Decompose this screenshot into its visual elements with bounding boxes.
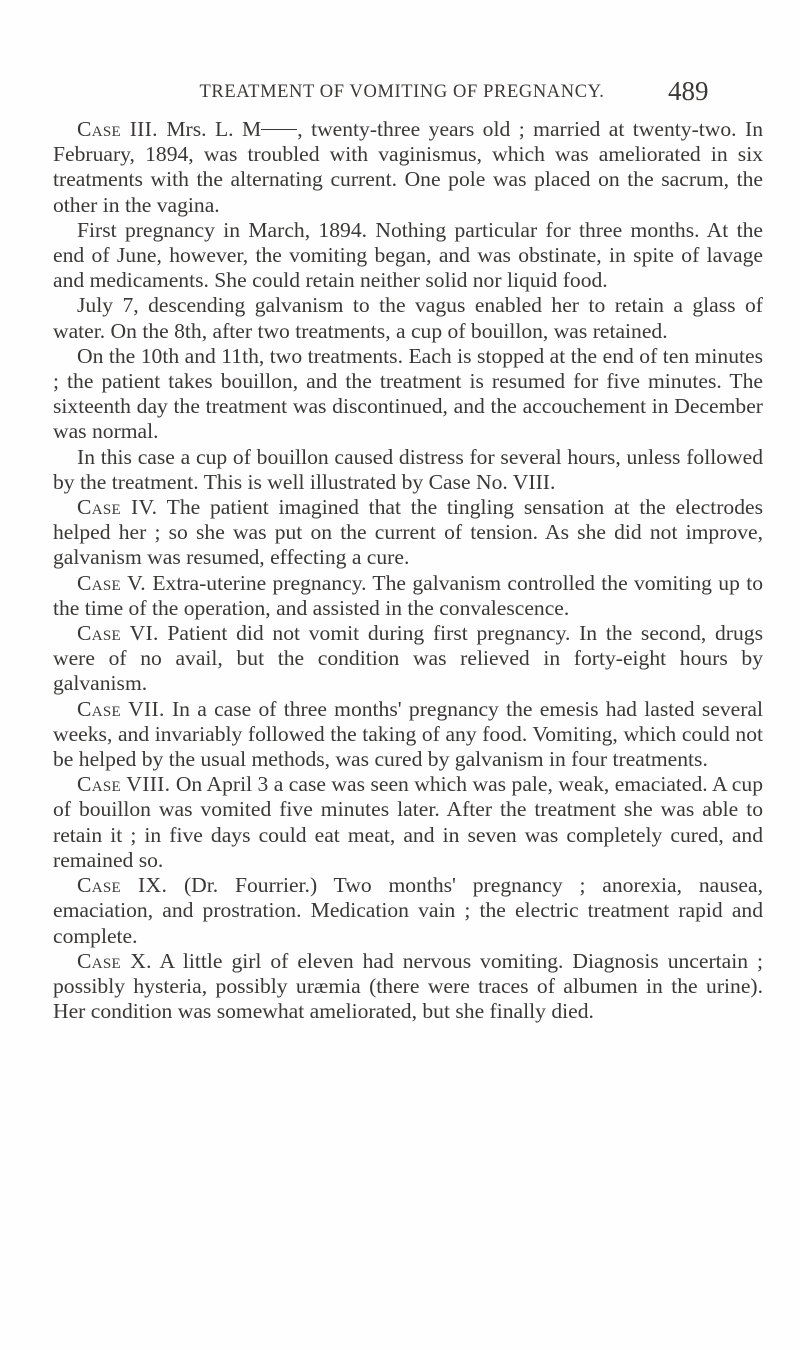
paragraph-case-4 [53,495,763,571]
paragraph-text: In this case a cup of bouillon caused distress for several hours, unless followed by the treatment. This is well illustrated by Case No. VIII. [53,444,763,494]
paragraph [53,218,763,294]
paragraph [53,445,763,495]
paragraph-case-10 [53,949,763,1025]
name-dash [261,129,297,130]
paragraph-text: Mrs. L. M [157,117,262,141]
paragraph-text: July 7, descending galvanism to the vagus enabled her to retain a glass of water. On the 8th, after two treatments, a cup of bouillon, was retained. [53,293,763,343]
paragraph-text: In a case of three months' pregnancy the emesis had lasted several weeks, and invariably followed the taking of any food. Vomiting, which could not be helped by the usual methods, was cured by galvanism in four treatments. [53,696,764,772]
paragraph-text: (Dr. Fourrier.) Two months' pregnancy ; anorexia, nausea, emaciation, and prostration. Medication vain ; the electric treatment rapid and complete. [53,873,764,948]
paragraph-text: On the 10th and 11th, two treatments. Each is stopped at the end of ten minutes ; the patient takes bouillon, and the treatment is resumed for five minutes. The sixteenth day the treatment was discontinued, and the accouchement in December was normal. [53,343,763,444]
paragraph-case-9 [53,873,763,949]
paragraph-text: The patient imagined that the tingling sensation at the electrodes helped her ; so she was put on the current of tension. As she did not improve, galvanism was resumed, effecting a cure. [53,495,763,570]
case-label: Case III. [77,117,158,141]
case-label: Case VIII. [77,772,171,797]
paragraph-text: Extra-uterine pregnancy. The galvanism controlled the vomiting up to the time of the operation, and assisted in the convalescence. [53,570,764,620]
case-label: Case X. [77,948,152,973]
paragraph-case-5 [53,571,763,621]
paragraph-text: Patient did not vomit during first pregnancy. In the second, drugs were of no avail, but the condition was relieved in forty-eight hours by galvanism. [53,621,763,696]
paragraph-case-3 [53,117,763,218]
paragraph-case-7 [53,697,763,773]
case-label: Case V. [77,570,146,595]
paragraph-case-8 [53,772,763,873]
paragraph-text: First pregnancy in March, 1894. Nothing particular for three months. At the end of June, however, the vomiting began, and was obstinate, in spite of lavage and medicaments. She could retain neither solid nor liquid food. [53,217,763,293]
paragraph [53,344,763,445]
paragraph [53,293,763,343]
body-text [53,117,763,1024]
paragraph-case-6 [53,621,763,697]
paragraph-text: On April 3 a case was seen which was pale, weak, emaciated. A cup of bouillon was vomited five minutes later. After the treatment she was able to retain it ; in five days could eat meat, and in seven was completely cured, and remained so. [53,772,763,872]
case-label: Case VII. [77,696,165,721]
paragraph-text: , twenty-three years old ; married at twenty-two. In February, 1894, was troubled with vaginismus, which was ameliorated in six treatments with the alternating current. One pole was placed on the sacrum, the other in the vagina. [53,117,764,217]
case-label: Case IX. [77,873,168,898]
case-label: Case VI. [77,621,159,646]
case-label: Case IV. [77,495,158,520]
page-number: 489 [668,76,709,106]
running-head-title: TREATMENT OF VOMITING OF PREGNANCY. [199,82,605,102]
paragraph-text: A little girl of eleven had nervous vomiting. Diagnosis uncertain ; possibly hysteria, possibly uræmia (there were traces of albumen in the urine). Her condition was somewhat ameliorated, but she finally died. [53,948,763,1024]
